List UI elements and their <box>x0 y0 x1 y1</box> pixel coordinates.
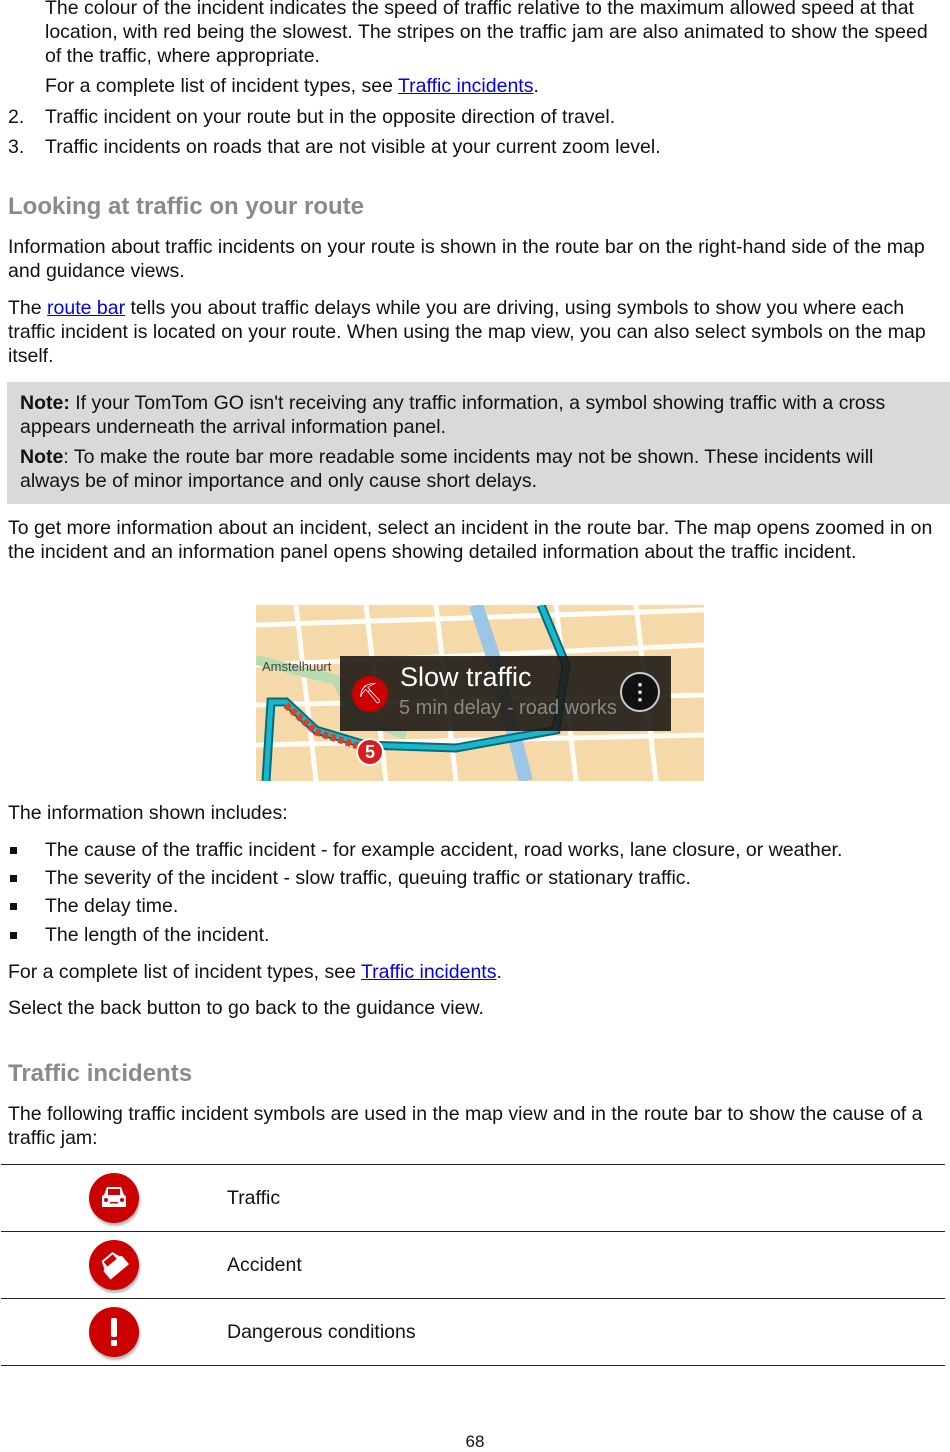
bullet-text: The delay time. <box>45 895 179 917</box>
item-1-see-also <box>45 74 946 98</box>
traffic-car-icon <box>89 1173 139 1223</box>
traffic-incidents-link[interactable]: Traffic incidents <box>397 75 534 97</box>
symbol-label: Accident <box>227 1232 945 1299</box>
bullet-icon <box>10 847 17 854</box>
paragraph: Information about traffic incidents on your route is shown in the route bar on the right-hand side of the map and guidance views. <box>8 236 925 282</box>
accident-icon <box>89 1240 139 1290</box>
table-row <box>1 1299 945 1366</box>
bullet-text: The length of the incident. <box>45 924 270 946</box>
item-text: Traffic incidents on roads that are not visible at your current zoom level. <box>45 136 661 158</box>
traffic-map-screenshot <box>256 605 704 781</box>
note-box <box>7 382 950 504</box>
note-text: If your TomTom GO isn't receiving any traffic information, a symbol showing traffic with a cross appears underneath the arrival information panel. <box>20 392 886 438</box>
incident-symbols-table <box>1 1164 945 1366</box>
paragraph <box>8 296 950 368</box>
panel-subtitle: 5 min delay - road works <box>399 697 617 719</box>
note-1 <box>20 391 930 439</box>
bullet-icon <box>10 875 17 882</box>
note-label: Note <box>20 446 64 468</box>
text: For a complete list of incident types, see <box>8 961 361 983</box>
symbol-label: Traffic <box>227 1165 945 1232</box>
more-options-icon[interactable]: ⋮ <box>620 672 660 712</box>
text: The <box>8 297 48 319</box>
exclamation-icon <box>89 1307 139 1357</box>
note-2 <box>20 445 930 493</box>
road-works-icon: ⛏ <box>352 676 388 712</box>
table-row <box>1 1165 945 1232</box>
text: . <box>496 961 502 983</box>
bullet-text: The cause of the traffic incident - for example accident, road works, lane closure, or weather. <box>45 839 843 861</box>
note-label: Note: <box>20 392 70 414</box>
text: tells you about traffic delays while you are driving, using symbols to show you where each traffic incident is located on your route. When using the map view, you can also select symbols on the map itself. <box>8 297 926 367</box>
paragraph: The following traffic incident symbols are used in the map view and in the route bar to show the cause of a traffic jam: <box>8 1103 923 1149</box>
item-1-description: The colour of the incident indicates the speed of traffic relative to the maximum allowed speed at that location, with red being the slowest. The stripes on the traffic jam are also animated to show the speed of the traffic, where appropriate. <box>45 0 928 67</box>
icon-cell <box>1 1299 227 1366</box>
traffic-incidents-link[interactable]: Traffic incidents <box>360 961 497 983</box>
incident-info-panel[interactable] <box>340 656 671 731</box>
text: For a complete list of incident types, see <box>45 75 398 97</box>
table-row <box>1 1232 945 1299</box>
icon-cell <box>1 1232 227 1299</box>
item-number: 3. <box>8 136 25 158</box>
note-text: : To make the route bar more readable some incidents may not be shown. These incidents will always be of minor importance and only cause short delays. <box>20 446 874 492</box>
section-heading: Traffic incidents <box>8 1060 193 1087</box>
text: . <box>533 75 539 97</box>
panel-title: Slow traffic <box>400 662 532 692</box>
paragraph: Select the back button to go back to the guidance view. <box>8 997 484 1019</box>
paragraph: The information shown includes: <box>8 802 288 824</box>
bullet-icon <box>10 903 17 910</box>
route-bar-link[interactable]: route bar <box>47 297 126 319</box>
section-heading: Looking at traffic on your route <box>8 193 365 220</box>
icon-cell <box>1 1165 227 1232</box>
paragraph: To get more information about an incident, select an incident in the route bar. The map opens zoomed in on the incident and an information panel opens showing detailed information about the traffic incident. <box>8 517 933 563</box>
map-place-label: Amstelhuurt <box>262 659 332 674</box>
page-number: 68 <box>465 1432 485 1451</box>
bullet-icon <box>10 932 17 939</box>
item-text: Traffic incident on your route but in the opposite direction of travel. <box>45 106 616 128</box>
paragraph <box>8 960 946 984</box>
bullet-text: The severity of the incident - slow traffic, queuing traffic or stationary traffic. <box>45 867 691 889</box>
symbol-label: Dangerous conditions <box>227 1299 945 1366</box>
incident-marker[interactable]: 5 <box>356 738 384 766</box>
item-number: 2. <box>8 106 25 128</box>
